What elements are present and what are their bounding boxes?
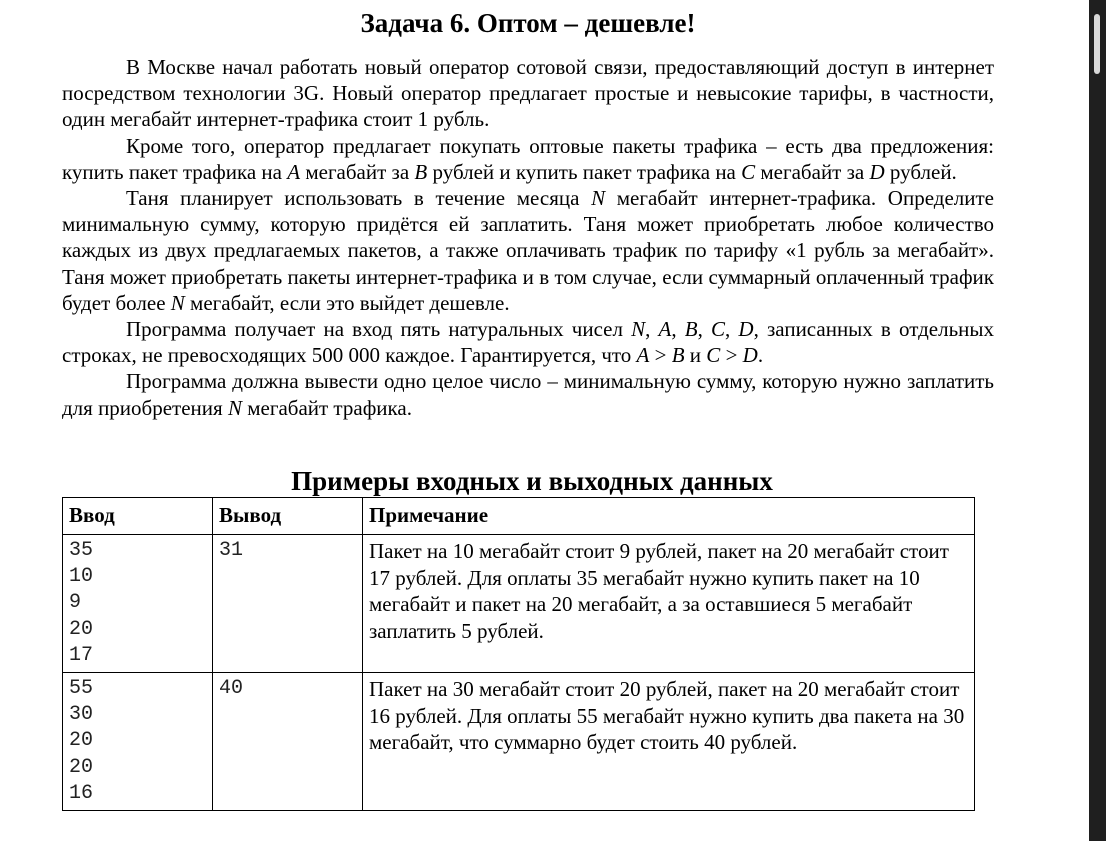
example-2-input [63,673,213,811]
statement-paragraph-5: Программа должна вывести одно целое число – минимальную сумму, которую нужно заплатить для приобретения N мегабайт трафика. [62,369,994,420]
example-1-input-text: 35 10 9 20 17 [69,539,94,667]
header-note: Примечание [363,498,975,535]
example-1-note [363,535,975,673]
examples-title: Примеры входных и выходных данных [291,466,773,496]
example-2-output [213,673,363,811]
table-row [63,673,975,811]
header-output: Вывод [213,498,363,535]
statement-paragraph-4: Программа получает на вход пять натуральных чисел N, A, B, C, D, записанных в отдельных строках, не превосходящих 500 000 каждое. Гарантируется, что A > B и C > D. [62,317,995,368]
statement-paragraph-1: В Москве начал работать новый оператор сотовой связи, предоставляющий доступ в интернет посредством технологии 3G. Новый оператор предлагает простые и невысокие тарифы, в частности, один мегабайт интернет-трафика стоит 1 рубль. [62,55,994,132]
example-2-input-text: 55 30 20 20 16 [69,677,94,805]
statement-paragraph-3: Таня планирует использовать в течение месяца N мегабайт интернет-трафика. Определите минимальную сумму, которую придётся ей заплатить. Таня может приобретать любое количество каждых из двух предлагаемых пакетов, а также оплачивать трафик по тарифу «1 рубль за мегабайт». Таня может приобретать пакеты интернет-трафика и в том случае, если суммарный оплаченный трафик будет более N мегабайт, если это выйдет дешевле. [62,186,994,315]
scrollbar-thumb[interactable] [1094,14,1100,74]
example-2-output-text: 40 [219,677,244,701]
header-input: Ввод [63,498,213,535]
example-2-note [363,673,975,811]
example-1-output-text: 31 [219,539,244,562]
example-1-output [213,535,363,673]
example-2-note-text: Пакет на 30 мегабайт стоит 20 рублей, пакет на 20 мегабайт стоит 16 рублей. Для оплаты 55 мегабайт нужно купить два пакета на 30 мегабайт, что суммарно будет стоить 40 рублей. [369,677,965,755]
examples-table [62,497,975,811]
example-1-input [63,535,213,673]
problem-page [62,0,995,805]
example-1-note-text: Пакет на 10 мегабайт стоит 9 рублей, пакет на 20 мегабайт стоит 17 рублей. Для оплаты 35 мегабайт нужно купить пакет на 10 мегабайт и пакет на 20 мегабайт, а за оставшиеся 5 мегабайт заплатить 5 рублей. [369,539,949,643]
vertical-scrollbar[interactable] [1089,0,1106,841]
examples-header-row [63,498,975,535]
problem-title: Задача 6. Оптом – дешевле! [360,8,696,38]
statement-paragraph-2: Кроме того, оператор предлагает покупать оптовые пакеты трафика – есть два предложения: купить пакет трафика на A мегабайт за B рублей и купить пакет трафика на C мегабайт за D рублей. [62,133,994,184]
table-row [63,535,975,673]
problem-statement [62,54,994,421]
